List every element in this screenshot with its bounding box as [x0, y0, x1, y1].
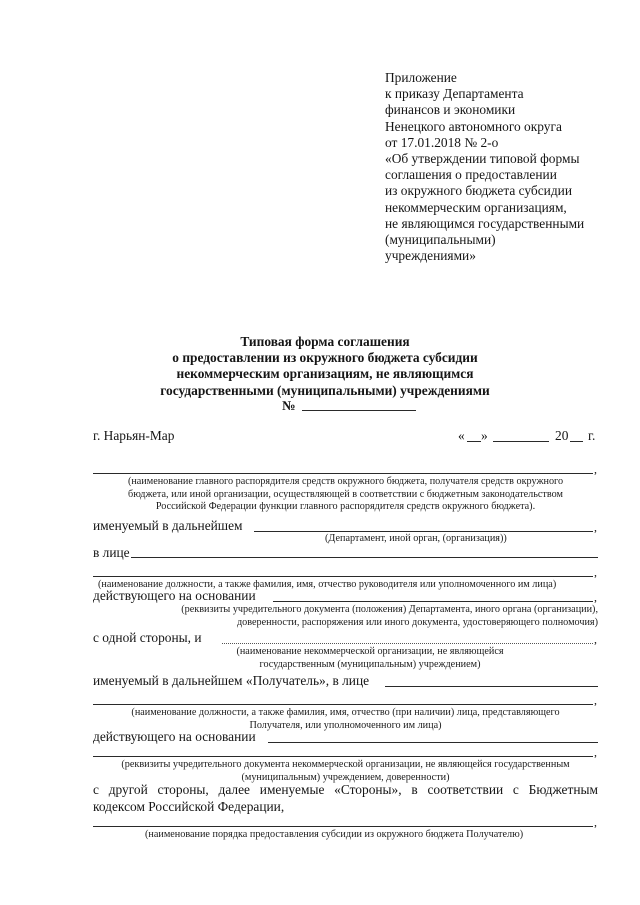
- comma: ,: [594, 565, 597, 579]
- subsidy-procedure-hint: (наименование порядка предоставления субсидии из окружного бюджета Получателю): [145, 829, 524, 840]
- acting-basis-label-2: действующего на основании: [93, 729, 256, 744]
- appendix-line: некоммерческим организациям,: [385, 199, 567, 215]
- agreement-number-field[interactable]: [302, 410, 416, 411]
- other-side-text-line1: с другой стороны, далее именуемые «Стороны», в соответствии с Бюджетным: [93, 782, 598, 797]
- appendix-line: не являющимся государственными: [385, 215, 585, 231]
- comma: ,: [594, 693, 597, 707]
- one-side-label: с одной стороны, и: [93, 630, 202, 645]
- other-side-text-line2: кодексом Российской Федерации,: [93, 799, 285, 814]
- grantor-name-field[interactable]: [93, 473, 593, 474]
- place-name: г. Нарьян-Мар: [93, 428, 175, 443]
- appendix-line: «Об утверждении типовой формы: [385, 151, 580, 167]
- grantor-basis-document-hint: (реквизиты учредительного документа (положения) Департамента, иного органа (организации), доверенности, распоряжения или иного документа, удостоверяющего полномочия): [181, 604, 598, 628]
- recipient-name-field[interactable]: [222, 643, 593, 644]
- appendix-line: финансов и экономики: [385, 102, 516, 118]
- grantor-short-name-hint: (Департамент, иной орган, (организация)): [325, 533, 507, 544]
- recipient-name-hint: (наименование некоммерческой организации, не являющейся государственным (муниципальным) учреждением): [236, 646, 504, 670]
- recipient-representative-hint: (наименование должности, а также фамилия, имя, отчество (при наличии) лица, представляющего Получателя, или уполномоченного им лица): [131, 707, 560, 731]
- recipient-representative-field-cont[interactable]: [93, 704, 593, 705]
- grantor-representative-hint: (наименование должности, а также фамилия, имя, отчество руководителя или уполномоченного им лица): [98, 579, 557, 590]
- date-close-quote: »: [481, 428, 488, 443]
- recipient-basis-document-hint: (реквизиты учредительного документа некоммерческой организации, не являющейся государственным (муниципальным) учреждением, доверенности): [121, 759, 570, 783]
- comma: ,: [594, 815, 597, 829]
- subsidy-procedure-field[interactable]: [93, 826, 593, 827]
- comma: ,: [594, 462, 597, 476]
- grantor-short-name-field[interactable]: [254, 531, 593, 532]
- appendix-line: учреждениями»: [385, 248, 476, 264]
- recipient-representative-field[interactable]: [385, 686, 598, 687]
- grantor-representative-field-cont[interactable]: [93, 576, 593, 577]
- date-year-prefix: 20: [555, 428, 569, 443]
- appendix-line: из окружного бюджета субсидии: [385, 183, 572, 199]
- comma: ,: [594, 590, 597, 604]
- named-hereafter-label: именуемый в дальнейшем: [93, 518, 243, 533]
- date-day-field[interactable]: [467, 441, 481, 442]
- title-line: о предоставлении из окружного бюджета субсидии: [172, 350, 478, 366]
- appendix-line: Приложение: [385, 70, 457, 85]
- agreement-number-label: №: [282, 398, 296, 413]
- date-year-field[interactable]: [570, 441, 583, 442]
- date-year-suffix: г.: [588, 428, 596, 443]
- date-month-field[interactable]: [493, 441, 549, 442]
- comma: ,: [594, 745, 597, 759]
- title-line: государственными (муниципальными) учреждениями: [160, 382, 490, 398]
- acting-basis-label: действующего на основании: [93, 588, 256, 603]
- title-line: некоммерческим организациям, не являющимся: [176, 366, 474, 382]
- named-recipient-label: именуемый в дальнейшем «Получатель», в лице: [93, 673, 370, 688]
- recipient-basis-document-field-cont[interactable]: [93, 756, 593, 757]
- date-open-quote: «: [458, 428, 465, 443]
- appendix-block: [385, 70, 584, 264]
- comma: ,: [594, 632, 597, 646]
- appendix-line: к приказу Департамента: [385, 86, 524, 102]
- appendix-line: (муниципальными): [385, 232, 496, 248]
- recipient-basis-document-field[interactable]: [268, 742, 598, 743]
- document-title: [120, 334, 530, 399]
- appendix-line: Ненецкого автономного округа: [385, 118, 562, 134]
- appendix-line: соглашения о предоставлении: [385, 167, 557, 183]
- appendix-line: от 17.01.2018 № 2-о: [385, 134, 499, 150]
- grantor-name-hint: (наименование главного распорядителя средств окружного бюджета, получателя средств окружного бюджета, или иной организации, осуществляющей в соответствии с бюджетным законодательством Российской Федерации функции главного распорядителя средств окружного бюджета).: [127, 476, 564, 513]
- grantor-basis-document-field[interactable]: [273, 601, 593, 602]
- title-line: Типовая форма соглашения: [240, 334, 410, 349]
- in-person-label: в лице: [93, 545, 130, 560]
- comma: ,: [594, 520, 597, 534]
- grantor-representative-field[interactable]: [131, 557, 598, 558]
